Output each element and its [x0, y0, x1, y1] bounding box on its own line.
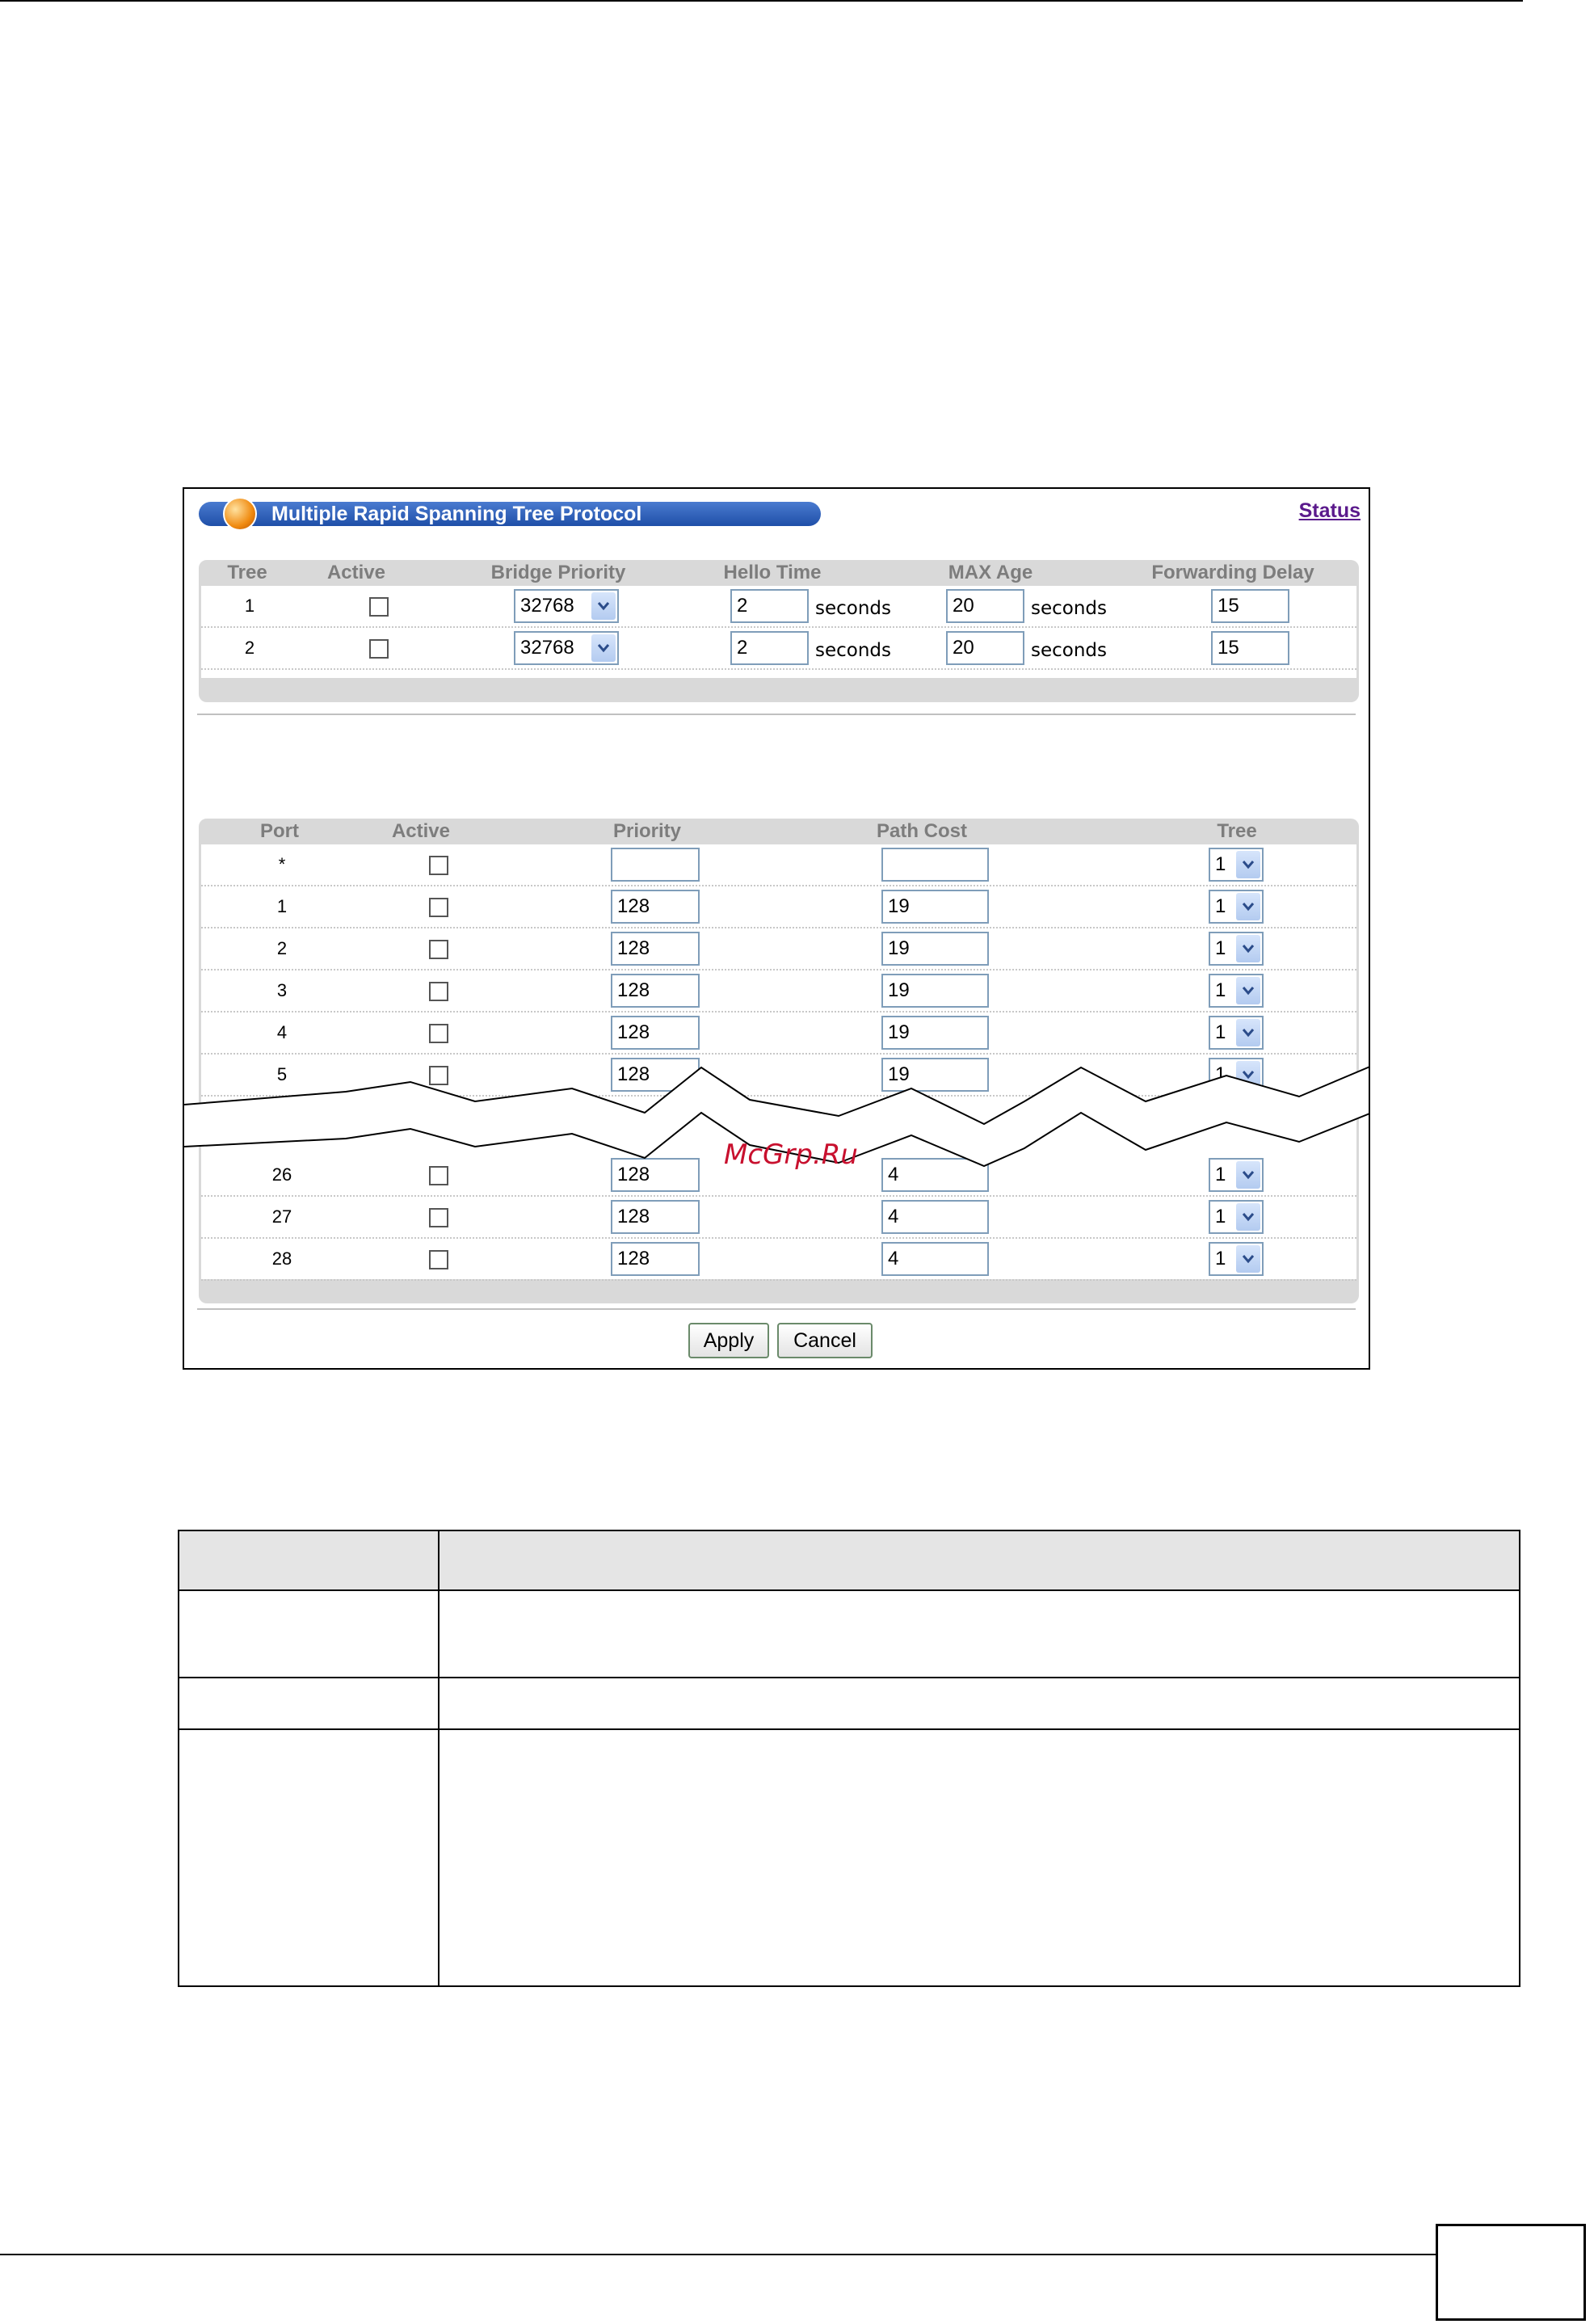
tree-id: 2	[244, 638, 255, 658]
priority-field[interactable]: 128	[611, 1200, 700, 1234]
header-active: Active	[326, 562, 386, 583]
select-value: 1	[1215, 1248, 1226, 1269]
page-number-box	[1436, 2224, 1586, 2321]
header-cell-label	[179, 1530, 439, 1590]
select-value: 1	[1215, 937, 1226, 959]
select-value: 1	[1215, 1021, 1226, 1043]
header-port: Port	[260, 820, 299, 842]
select-value: 32768	[520, 595, 574, 617]
port-number: 4	[276, 1022, 288, 1042]
port-number: 5	[276, 1064, 288, 1084]
select-value: 1	[1215, 853, 1226, 875]
header-hello-time: Hello Time	[723, 562, 822, 583]
forwarding-delay-field[interactable]: 15	[1211, 631, 1289, 665]
header-priority: Priority	[612, 820, 682, 842]
tree-id: 1	[244, 596, 255, 616]
port-number: *	[278, 854, 286, 874]
hello-time-field[interactable]: 2	[730, 589, 809, 623]
table-row	[179, 1678, 1520, 1729]
bottom-rule	[0, 2254, 1438, 2255]
priority-field[interactable]: 128	[611, 932, 700, 966]
priority-field[interactable]: 128	[611, 1016, 700, 1050]
priority-field[interactable]: 128	[611, 1242, 700, 1276]
select-value: 1	[1215, 1164, 1226, 1185]
path-cost-field[interactable]: 4	[881, 1242, 989, 1276]
path-cost-field[interactable]: 19	[881, 1016, 989, 1050]
screenshot-frame	[183, 487, 1370, 1370]
header-port-active: Active	[391, 820, 451, 842]
max-age-field[interactable]: 20	[946, 631, 1024, 665]
header-cell-description	[439, 1530, 1520, 1590]
header-forwarding-delay: Forwarding Delay	[1151, 562, 1314, 583]
header-max-age: MAX Age	[948, 562, 1033, 583]
path-cost-field[interactable]: 4	[881, 1200, 989, 1234]
torn-break	[184, 489, 1370, 1370]
table-row	[179, 1590, 1520, 1678]
select-value: 1	[1215, 1206, 1226, 1227]
max-age-unit: seconds	[1031, 640, 1108, 661]
page-title: Multiple Rapid Spanning Tree Protocol	[271, 503, 642, 525]
path-cost-field[interactable]: 19	[881, 1058, 989, 1092]
path-cost-field[interactable]: 19	[881, 890, 989, 924]
priority-field[interactable]: 128	[611, 1058, 700, 1092]
priority-field[interactable]: 128	[611, 1158, 700, 1192]
select-value: 1	[1215, 1063, 1226, 1085]
table-row	[179, 1729, 1520, 1986]
max-age-unit: seconds	[1031, 598, 1108, 619]
watermark: McGrp.Ru	[724, 1139, 858, 1171]
forwarding-delay-field[interactable]: 15	[1211, 589, 1289, 623]
header-bridge-priority: Bridge Priority	[490, 562, 626, 583]
path-cost-field[interactable]: 19	[881, 974, 989, 1008]
table-header-row	[179, 1530, 1520, 1590]
max-age-field[interactable]: 20	[946, 589, 1024, 623]
port-number: 28	[271, 1248, 292, 1269]
hello-time-unit: seconds	[815, 598, 892, 619]
header-port-tree: Tree	[1217, 820, 1257, 842]
apply-button[interactable]: Apply	[688, 1323, 769, 1358]
cancel-button[interactable]: Cancel	[777, 1323, 873, 1358]
port-number: 1	[276, 896, 288, 916]
top-rule	[0, 0, 1523, 2]
priority-field[interactable]: 128	[611, 890, 700, 924]
path-cost-field[interactable]: 19	[881, 932, 989, 966]
port-number: 3	[276, 980, 288, 1000]
path-cost-field[interactable]: 4	[881, 1158, 989, 1192]
port-number: 27	[271, 1206, 292, 1227]
port-number: 26	[271, 1164, 292, 1185]
header-path-cost: Path Cost	[876, 820, 967, 842]
select-value: 32768	[520, 637, 574, 659]
port-number: 2	[276, 938, 288, 958]
hello-time-unit: seconds	[815, 640, 892, 661]
hello-time-field[interactable]: 2	[730, 631, 809, 665]
description-table	[178, 1530, 1520, 1987]
header-tree: Tree	[227, 562, 267, 583]
select-value: 1	[1215, 895, 1226, 917]
select-value: 1	[1215, 979, 1226, 1001]
priority-field[interactable]: 128	[611, 974, 700, 1008]
status-link[interactable]: Status	[1298, 499, 1361, 522]
